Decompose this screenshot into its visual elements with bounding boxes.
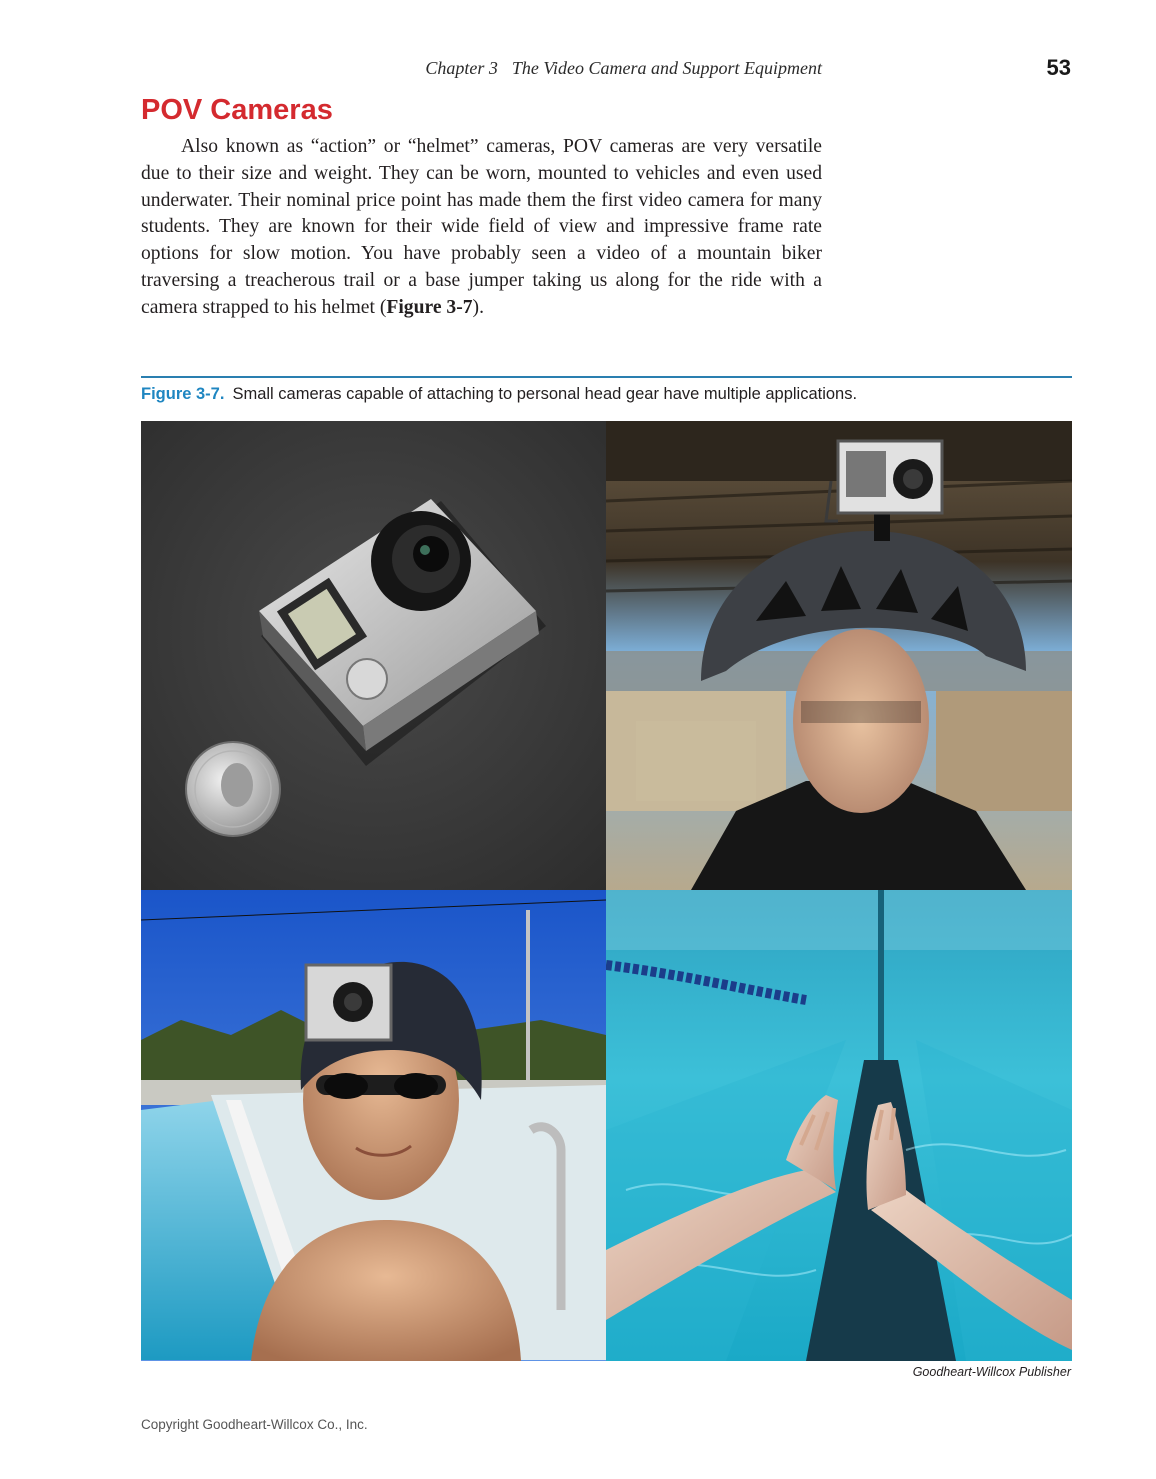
figure-label: Figure 3-7. <box>141 385 225 403</box>
body-paragraph <box>141 134 822 322</box>
photo-helmet-camera <box>606 421 1072 890</box>
running-head <box>140 58 822 79</box>
chapter-title: The Video Camera and Support Equipment <box>511 58 822 78</box>
figure-credit: Goodheart-Willcox Publisher <box>912 1365 1071 1379</box>
paragraph-text: Also known as “action” or “helmet” cameras, POV cameras are very versatile due to their size and weight. They can be worn, mounted to vehicles and even used underwater. Their nominal price point has made them the first video camera for many students. They are known for their wide field of view and impressive frame rate options for slow motion. You have probably seen a video of a mountain biker traversing a treacherous trail or a base jumper taking us along for the ride with a camera strapped to his helmet ( <box>141 136 822 318</box>
figure-photo-grid <box>141 421 1072 1361</box>
figure-reference: Figure 3-7 <box>386 296 473 318</box>
figure-caption <box>141 385 1072 404</box>
photo-underwater-arms <box>606 890 1072 1361</box>
photo-swimmer-poolside <box>141 890 606 1361</box>
page-number: 53 <box>1046 55 1071 80</box>
figure-caption-text: Small cameras capable of attaching to personal head gear have multiple applications. <box>232 385 858 403</box>
chapter-number: Chapter 3 <box>425 58 498 78</box>
paragraph-end: ). <box>472 296 484 318</box>
figure-divider <box>141 376 1072 378</box>
section-heading: POV Cameras <box>141 94 333 126</box>
photo-camera-with-coin <box>141 421 606 890</box>
copyright-footer: Copyright Goodheart-Willcox Co., Inc. <box>141 1417 368 1432</box>
